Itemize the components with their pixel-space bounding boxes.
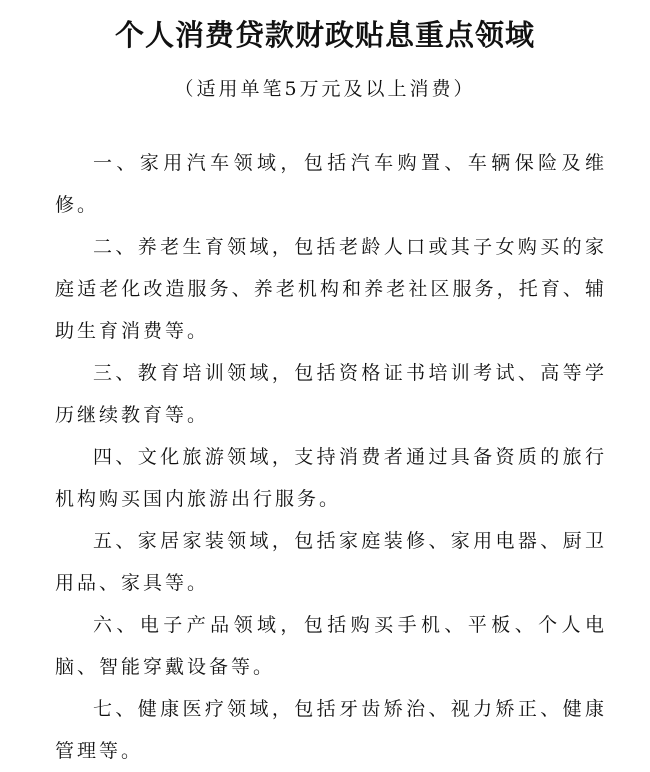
document-subtitle: （适用单笔5万元及以上消费） xyxy=(174,78,476,100)
list-item-auto: 一、家用汽车领域，包括汽车购置、车辆保险及维修。 xyxy=(55,152,607,216)
list-item-health: 七、健康医疗领域，包括牙齿矫治、视力矫正、健康管理等。 xyxy=(55,698,607,762)
list-item-education: 三、教育培训领域，包括资格证书培训考试、高等学历继续教育等。 xyxy=(55,362,607,426)
item-list xyxy=(0,142,650,772)
document-title: 个人消费贷款财政贴息重点领域 xyxy=(114,18,535,52)
list-item-tourism: 四、文化旅游领域，支持消费者通过具备资质的旅行机构购买国内旅游出行服务。 xyxy=(55,446,607,510)
list-item-home: 五、家居家装领域，包括家庭装修、家用电器、厨卫用品、家具等。 xyxy=(55,530,607,594)
list-item-electronics: 六、电子产品领域，包括购买手机、平板、个人电脑、智能穿戴设备等。 xyxy=(55,614,607,678)
list-item-elderly-childbirth: 二、养老生育领域，包括老龄人口或其子女购买的家庭适老化改造服务、养老机构和养老社区服务，托育、辅助生育消费等。 xyxy=(55,236,607,342)
